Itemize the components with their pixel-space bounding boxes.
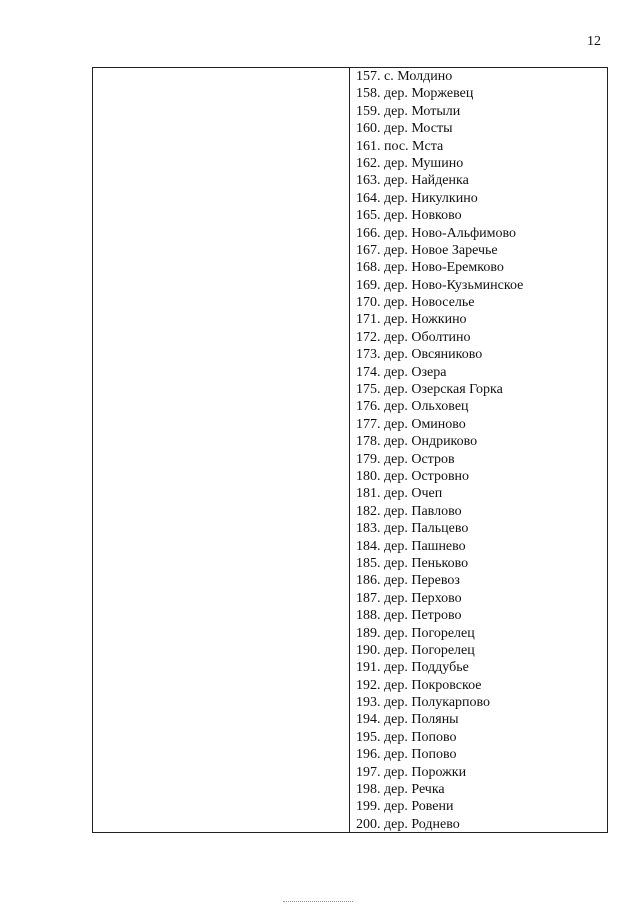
list-item: 158. дер. Моржевец [356, 86, 474, 102]
list-item: 166. дер. Ново-Альфимово [356, 225, 517, 241]
list-item: 195. дер. Попово [356, 729, 457, 745]
list-item: 181. дер. Очеп [356, 486, 443, 502]
list-item: 192. дер. Покровское [356, 677, 482, 693]
table-left-cell [93, 68, 350, 832]
list-item: 187. дер. Перхово [356, 590, 462, 606]
list-item: 190. дер. Погорелец [356, 642, 475, 658]
list-item: 198. дер. Речка [356, 782, 445, 798]
list-item: 171. дер. Ножкино [356, 312, 467, 328]
list-item: 197. дер. Порожки [356, 764, 467, 780]
list-item: 191. дер. Поддубье [356, 660, 469, 676]
list-item: 160. дер. Мосты [356, 121, 453, 137]
list-item: 177. дер. Оминово [356, 416, 466, 432]
list-item: 183. дер. Пальцево [356, 521, 469, 537]
list-item: 175. дер. Озерская Горка [356, 382, 503, 398]
list-item: 161. пос. Мста [356, 138, 444, 154]
list-item: 157. с. Молдино [356, 69, 453, 84]
list-item: 163. дер. Найденка [356, 173, 469, 189]
list-item: 194. дер. Поляны [356, 712, 459, 728]
list-item: 165. дер. Новково [356, 208, 462, 224]
list-item: 173. дер. Овсяниково [356, 347, 483, 363]
list-item: 167. дер. Новое Заречье [356, 242, 498, 258]
list-item: 168. дер. Ново-Еремково [356, 260, 504, 276]
list-item: 172. дер. Оболтино [356, 329, 471, 345]
list-item: 186. дер. Перевоз [356, 573, 460, 589]
list-item: 162. дер. Мушино [356, 155, 464, 171]
settlements-table [92, 67, 608, 833]
list-item: 176. дер. Ольховец [356, 399, 469, 415]
list-item: 185. дер. Пеньково [356, 555, 469, 571]
list-item: 164. дер. Никулкино [356, 190, 478, 206]
list-item: 188. дер. Петрово [356, 608, 462, 624]
list-item: 169. дер. Ново-Кузьминское [356, 277, 524, 293]
list-item: 159. дер. Мотыли [356, 103, 461, 119]
list-item: 189. дер. Погорелец [356, 625, 475, 641]
list-item: 184. дер. Пашнево [356, 538, 466, 554]
list-item: 170. дер. Новоселье [356, 295, 475, 311]
list-item: 182. дер. Павлово [356, 503, 462, 519]
list-item: 199. дер. Ровени [356, 799, 454, 815]
list-item: 180. дер. Островно [356, 468, 470, 484]
list-item: 200. дер. Роднево [356, 816, 460, 832]
page-number: 12 [587, 34, 601, 49]
list-item: 193. дер. Полукарпово [356, 695, 491, 711]
footer-dotted-mark [283, 901, 353, 902]
list-item: 178. дер. Ондриково [356, 434, 478, 450]
list-item: 174. дер. Озера [356, 364, 447, 380]
list-item: 179. дер. Остров [356, 451, 455, 467]
list-item: 196. дер. Попово [356, 747, 457, 763]
table-right-cell [350, 68, 607, 832]
settlement-list [356, 68, 607, 833]
